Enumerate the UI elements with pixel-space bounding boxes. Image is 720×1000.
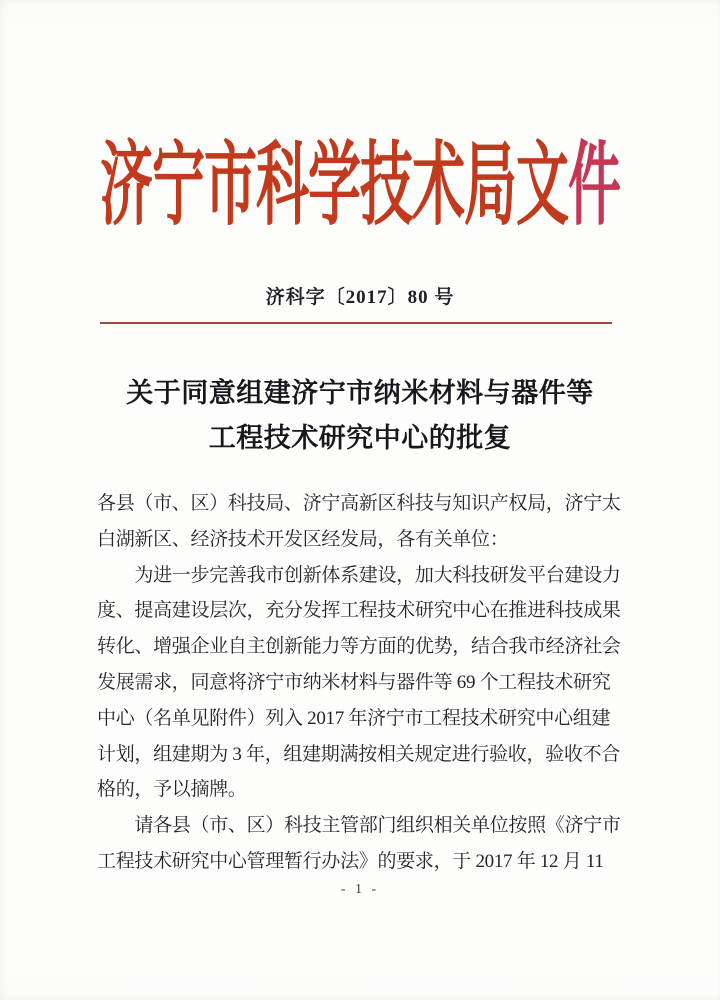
red-divider-line — [100, 322, 612, 324]
body-line-7: 中心（名单见附件）列入 2017 年济宁市工程技术研究中心组建 — [97, 707, 611, 729]
letterhead-text-main: 济宁市科学技术局文 — [100, 136, 568, 237]
body-line-11: 工程技术研究中心管理暂行办法》的要求，于 2017 年 12 月 11 — [97, 850, 604, 872]
body-line-8: 计划，组建期为 3 年，组建期满按相关规定进行验收，验收不合 — [97, 743, 621, 765]
document-title — [0, 371, 720, 461]
document-title-line-2: 工程技术研究中心的批复 — [208, 423, 512, 453]
letterhead-text-last-char: 件 — [568, 136, 620, 237]
document-body — [97, 486, 627, 880]
document-letterhead — [0, 136, 720, 237]
document-number: 济科字〔2017〕80 号 — [265, 287, 455, 308]
body-line-5: 转化、增强企业自主创新能力等方面的优势，结合我市经济社会 — [97, 636, 621, 658]
body-line-1: 各县（市、区）科技局、济宁高新区科技与知识产权局，济宁太 — [97, 493, 621, 514]
page-number: - 1 - — [340, 882, 380, 897]
letterhead-text — [100, 136, 620, 237]
body-line-6: 发展需求，同意将济宁市纳米材料与器件等 69 个工程技术研究 — [97, 671, 611, 693]
body-line-4: 度、提高建设层次，充分发挥工程技术研究中心在推进科技成果 — [97, 600, 621, 622]
body-line-9: 格的，予以摘牌。 — [97, 779, 247, 801]
body-line-10: 请各县（市、区）科技主管部门组织相关单位按照《济宁市 — [97, 815, 621, 837]
body-line-3: 为进一步完善我市创新体系建设，加大科技研发平台建设力 — [97, 564, 621, 586]
body-line-2: 白湖新区、经济技术开发区经发局，各有关单位： — [97, 528, 509, 550]
document-title-line-1: 关于同意组建济宁市纳米材料与器件等 — [126, 378, 594, 408]
